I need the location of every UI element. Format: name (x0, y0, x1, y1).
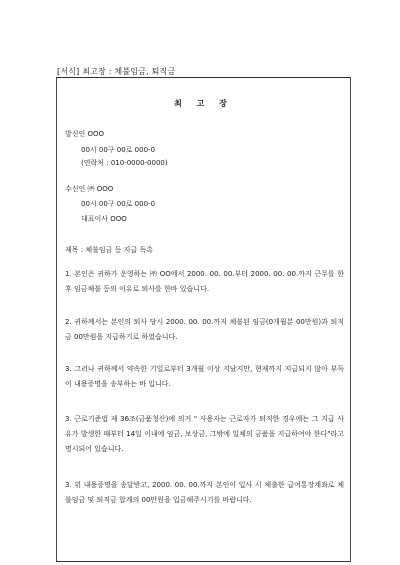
recipient-label: 수신인 ㈜ OOO (65, 185, 114, 193)
paragraph-2: 2. 귀하께서는 본인의 퇴사 당시 2000. 00. 00.까지 체불된 임금(0개월분 00만원)과 퇴직금 00만원을 지급하기로 하였습니다. (65, 318, 344, 341)
sender-address: 00시 00구 00로 000-0 (81, 146, 156, 154)
paragraph-1: 1. 본인은 귀하가 운영하는 ㈜ OO에서 2000. 00. 00.부터 2000. 00. 00.까지 근무를 한 후 임금체불 등의 이유로 퇴사를 한바 있습니다. (65, 270, 344, 293)
paragraph-5: 3. 위 내용증명을 송달받고, 2000. 00. 00.까지 본인이 입사 시 체출한 급여통장계좌로 체불임금 및 퇴직금 합계의 00만원을 입금해주시기를 바랍니다. (65, 481, 344, 504)
recipient-representative: 대표이사 OOO (81, 215, 127, 223)
document-header-label: [서식] 최고장 : 체불임금, 퇴직금 (57, 67, 176, 76)
document-frame (56, 77, 351, 562)
sender-contact: (연락처 : 010-0000-0000) (81, 159, 168, 167)
paragraph-4: 3. 근로기준법 제 36조(금품청산)에 의거 " 사용자는 근로자가 퇴직한 경우에는 그 지급 사유가 발생한 때부터 14일 이내에 임금, 보상금, 그밖에 일체의 금품을 지급하여야 한다"라고 명시되어 있습니다. (65, 415, 344, 453)
recipient-address: 00시 00구 00로 000-0 (81, 200, 156, 208)
sender-label: 발신인 OOO (65, 130, 105, 138)
document-subject: 제목 : 체불임금 등 지급 독촉 (65, 246, 153, 254)
paragraph-3: 3. 그러나 귀하께서 약속한 기일로부터 3개월 이상 지났지만, 현재까지 지급되지 않아 부득이 내용증명을 송부하는 바 입니다. (65, 365, 344, 388)
document-title: 최 고 장 (174, 99, 233, 108)
